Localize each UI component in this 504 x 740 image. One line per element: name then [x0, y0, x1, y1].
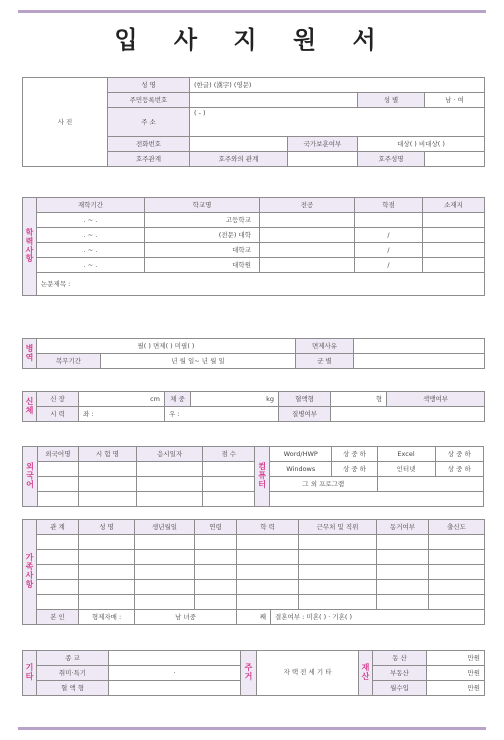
weight-label: 체 중: [165, 392, 191, 407]
edu-location-field[interactable]: [423, 228, 485, 243]
skill-name: Excel: [377, 447, 435, 462]
edu-major-field[interactable]: [260, 243, 355, 258]
siblings-middle[interactable]: 남 녀중: [135, 610, 237, 625]
etc-blood-type-label: 혈 액 형: [37, 681, 109, 696]
family-header-relation: 관 계: [37, 520, 79, 535]
education-section-label: 학력사항: [23, 198, 37, 296]
edu-location-field[interactable]: [423, 258, 485, 273]
edu-gpa-field[interactable]: [355, 213, 423, 228]
edu-location-field[interactable]: [423, 243, 485, 258]
vision-left-field[interactable]: 좌 :: [79, 407, 165, 422]
table-row: [23, 565, 485, 580]
edu-major-field[interactable]: [260, 258, 355, 273]
height-unit: cm: [79, 392, 165, 407]
edu-location-field[interactable]: [423, 213, 485, 228]
name-label: 성 명: [108, 78, 190, 93]
blood-type-label: 혈액형: [279, 392, 331, 407]
veteran-field[interactable]: 대상( ) 비대상( ): [358, 137, 485, 152]
etc-table: [22, 650, 485, 696]
blood-type-unit: 형: [331, 392, 387, 407]
edu-header-period: 재학기간: [37, 198, 145, 213]
edu-school-field[interactable]: (전문) 대학: [145, 228, 260, 243]
resident-number-field[interactable]: [190, 93, 358, 108]
other-program-label: 그 외 프로그램: [270, 477, 377, 492]
weight-unit: kg: [191, 392, 279, 407]
military-section-label: 병역: [23, 339, 37, 369]
lang-header-date: 응시일자: [136, 447, 203, 462]
family-table: [22, 519, 485, 625]
lang-header-name: 외국어명: [38, 447, 79, 462]
hoju-name-field[interactable]: [425, 152, 485, 167]
self-label: 본 인: [37, 610, 79, 625]
top-rule: [18, 10, 486, 13]
family-header-hometown: 출신도: [429, 520, 485, 535]
name-field[interactable]: (한글) (漢字) (영문): [190, 78, 485, 93]
family-header-name: 성 명: [79, 520, 135, 535]
religion-field[interactable]: [109, 651, 241, 666]
lang-header-score: 점 수: [203, 447, 255, 462]
hobby-label: 취미·특기: [37, 666, 109, 681]
skill-level[interactable]: 상 중 하: [332, 447, 377, 462]
lang-header-test: 시 험 명: [78, 447, 136, 462]
photo-box: 사 진: [23, 78, 108, 167]
edu-school-field[interactable]: 대학교: [145, 243, 260, 258]
edu-header-location: 소재지: [423, 198, 485, 213]
height-label: 신 장: [37, 392, 79, 407]
edu-gpa-field[interactable]: /: [355, 243, 423, 258]
hobby-field[interactable]: ·: [109, 666, 241, 681]
hoju-relation-field[interactable]: [288, 152, 358, 167]
hoju-relation-label: 호주관계: [108, 152, 190, 167]
family-header-cohabit: 동거여부: [377, 520, 429, 535]
asset-label: 월수입: [373, 681, 427, 696]
table-row: [23, 213, 485, 228]
housing-section-label: 주거: [241, 651, 257, 696]
phone-field[interactable]: [190, 137, 288, 152]
personal-info-table: [22, 77, 485, 167]
skill-name: 인터넷: [377, 462, 435, 477]
asset-unit[interactable]: 만원: [427, 651, 485, 666]
edu-school-field[interactable]: 고등학교: [145, 213, 260, 228]
edu-header-gpa: 학점: [355, 198, 423, 213]
edu-gpa-field[interactable]: /: [355, 228, 423, 243]
computer-section-label: 컴퓨터: [255, 447, 270, 507]
family-section-label: 가족사항: [23, 520, 37, 625]
gender-label: 성 별: [358, 93, 425, 108]
edu-major-field[interactable]: [260, 213, 355, 228]
edu-school-field[interactable]: 대학원: [145, 258, 260, 273]
edu-header-school: 학교명: [145, 198, 260, 213]
table-row: [23, 228, 485, 243]
vision-label: 시 력: [37, 407, 79, 422]
etc-section-label: 기타: [23, 651, 37, 696]
asset-label: 동 산: [373, 651, 427, 666]
address-label: 주 소: [108, 108, 190, 137]
family-header-job: 근무처 및 직위: [299, 520, 377, 535]
branch-label: 군 별: [296, 354, 354, 369]
siblings-order[interactable]: 째: [237, 610, 271, 625]
disease-label: 질병여부: [279, 407, 331, 422]
table-row: [23, 595, 485, 610]
table-row: [23, 535, 485, 550]
gender-field[interactable]: 남 · 여: [425, 93, 485, 108]
religion-label: 종 교: [37, 651, 109, 666]
table-row: [23, 462, 484, 477]
hoju-with-label: 호주와의 관계: [190, 152, 288, 167]
edu-period-field[interactable]: . ~ .: [37, 243, 145, 258]
siblings-label: 형제자매 :: [79, 610, 135, 625]
service-period-field[interactable]: 년 월 일~ 년 월 일: [101, 354, 296, 369]
disease-field[interactable]: [331, 407, 485, 422]
education-table: [22, 197, 485, 296]
asset-section-label: 재산: [359, 651, 373, 696]
body-info-table: [22, 391, 485, 422]
skill-level[interactable]: 상 중 하: [435, 447, 483, 462]
resident-number-label: 주민등록번호: [108, 93, 190, 108]
skill-name: Windows: [270, 462, 332, 477]
edu-header-major: 전공: [260, 198, 355, 213]
edu-period-field[interactable]: . ~ .: [37, 213, 145, 228]
housing-field[interactable]: 자 택 전 세 기 타: [257, 651, 359, 696]
thesis-field[interactable]: 논문제목 :: [37, 273, 485, 296]
military-status-field[interactable]: 필( ) 면제( ) 미필( ): [37, 339, 296, 354]
service-period-label: 복무기간: [37, 354, 101, 369]
body-section-label: 신체: [23, 392, 37, 422]
language-section-label: 외국어: [23, 447, 38, 507]
asset-label: 부동산: [373, 666, 427, 681]
table-row: [23, 243, 485, 258]
table-row: [23, 550, 485, 565]
skill-level[interactable]: 상 중 하: [332, 462, 377, 477]
table-row: [23, 492, 484, 507]
skill-name: Word/HWP: [270, 447, 332, 462]
veteran-label: 국가보훈여부: [288, 137, 358, 152]
edu-period-field[interactable]: . ~ .: [37, 258, 145, 273]
etc-blood-type-field[interactable]: [109, 681, 241, 696]
phone-label: 전화번호: [108, 137, 190, 152]
table-row: [23, 477, 484, 492]
family-header-age: 연령: [195, 520, 237, 535]
page-title: 입 사 지 원 서: [114, 26, 390, 54]
skills-table: [22, 446, 484, 507]
exempt-reason-label: 면제사유: [296, 339, 354, 354]
family-header-education: 학 력: [237, 520, 299, 535]
hoju-name-label: 호주성명: [358, 152, 425, 167]
branch-field[interactable]: [354, 354, 485, 369]
marriage-status-field[interactable]: 결혼여부 : 미혼( ) · 기혼( ): [271, 610, 485, 625]
asset-unit[interactable]: 만원: [427, 666, 485, 681]
other-program-field[interactable]: [377, 477, 483, 492]
bottom-rule: [18, 727, 486, 730]
edu-major-field[interactable]: [260, 228, 355, 243]
military-table: [22, 338, 485, 369]
skill-level[interactable]: 상 중 하: [435, 462, 483, 477]
exempt-reason-field[interactable]: [354, 339, 485, 354]
table-row: [23, 580, 485, 595]
edu-period-field[interactable]: . ~ .: [37, 228, 145, 243]
asset-unit[interactable]: 만원: [427, 681, 485, 696]
edu-gpa-field[interactable]: /: [355, 258, 423, 273]
family-header-birth: 생년월일: [135, 520, 195, 535]
vision-right-field[interactable]: 우 :: [165, 407, 279, 422]
colorblind-label: 색맹여부: [387, 392, 485, 407]
address-field[interactable]: ( - ): [190, 108, 485, 137]
table-row: [23, 258, 485, 273]
